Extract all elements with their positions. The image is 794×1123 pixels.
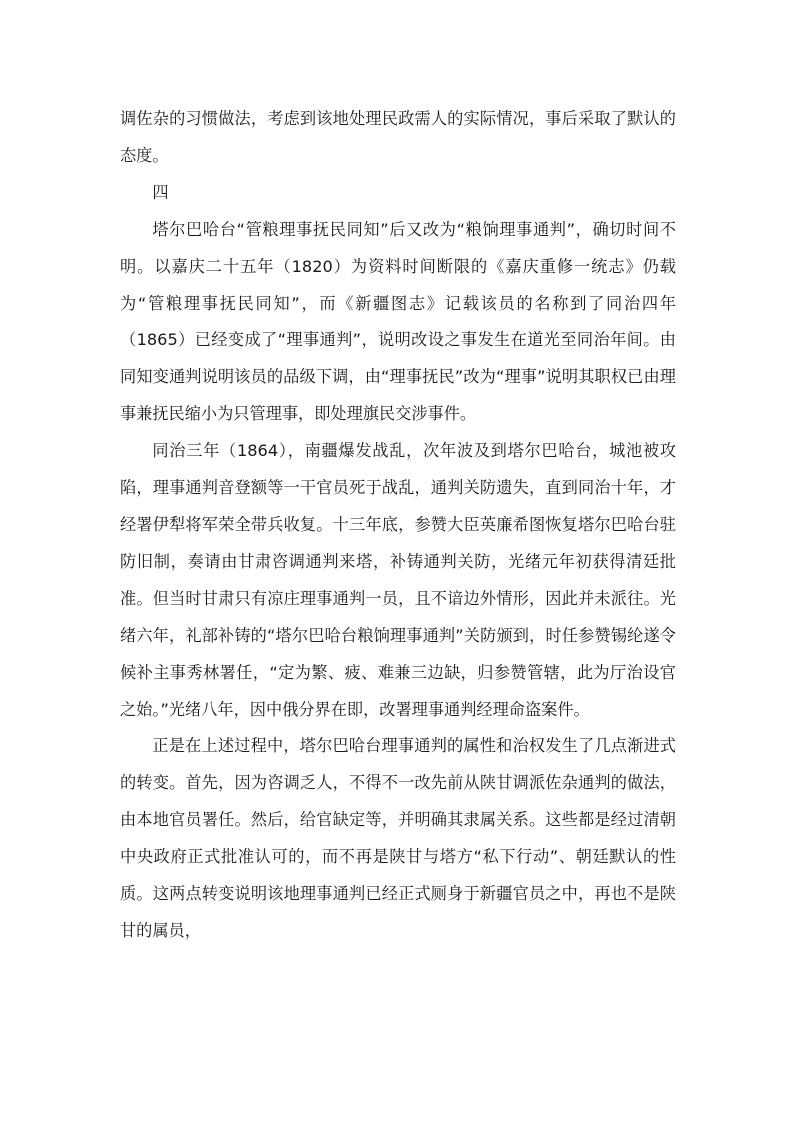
section-heading: 四 <box>152 182 169 202</box>
paragraph: 正是在上述过程中，塔尔巴哈台理事通判的属性和治权发生了几点渐进式的转变。首先，因为咨调乏人，不得不一改先前从陕甘调派佐杂通判的做法，由本地官员署任。然后，给官缺定等，并明确其隶属关系。这些都是经过清朝中央政府正式批准认可的，而不再是陕甘与塔方“私下行动”、朝廷默认的性质。这两点转变说明该地理事通判已经正式厕身于新疆官员之中，再也不是陕甘的属员， <box>120 736 676 940</box>
paragraph: 塔尔巴哈台“管粮理事抚民同知”后又改为“粮饷理事通判”，确切时间不明。以嘉庆二十五年（1820）为资料时间断限的《嘉庆重修一统志》仍载为“管粮理事抚民同知”，而《新疆图志》记载该员的名称到了同治四年（1865）已经变成了“理事通判”，说明改设之事发生在道光至同治年间。由同知变通判说明该员的品级下调，由“理事抚民”改为“理事”说明其职权已由理事兼抚民缩小为只管理事，即处理旗民交涉事件。 <box>120 219 676 424</box>
paragraph-continuation: 调佐杂的习惯做法，考虑到该地处理民政需人的实际情况，事后采取了默认的态度。 <box>120 109 676 165</box>
document-body <box>120 101 676 950</box>
paragraph: 同治三年（1864），南疆爆发战乱，次年波及到塔尔巴哈台，城池被攻陷，理事通判音登额等一干官员死于战乱，通判关防遗失，直到同治十年，才经署伊犁将军荣全带兵收复。十三年底，参赞大臣英廉希图恢复塔尔巴哈台驻防旧制，奏请由甘肃咨调通判来塔，补铸通判关防，光绪元年初获得清廷批准。但当时甘肃只有凉庄理事通判一员，且不谙边外情形，因此并未派往。光绪六年，礼部补铸的“塔尔巴哈台粮饷理事通判”关防颁到，时任参赞锡纶遂令候补主事秀林署任，“定为繁、疲、难兼三边缺，归参赞管辖，此为厅治设官之始。”光绪八年，因中俄分界在即，改署理事通判经理命盗案件。 <box>120 441 676 719</box>
